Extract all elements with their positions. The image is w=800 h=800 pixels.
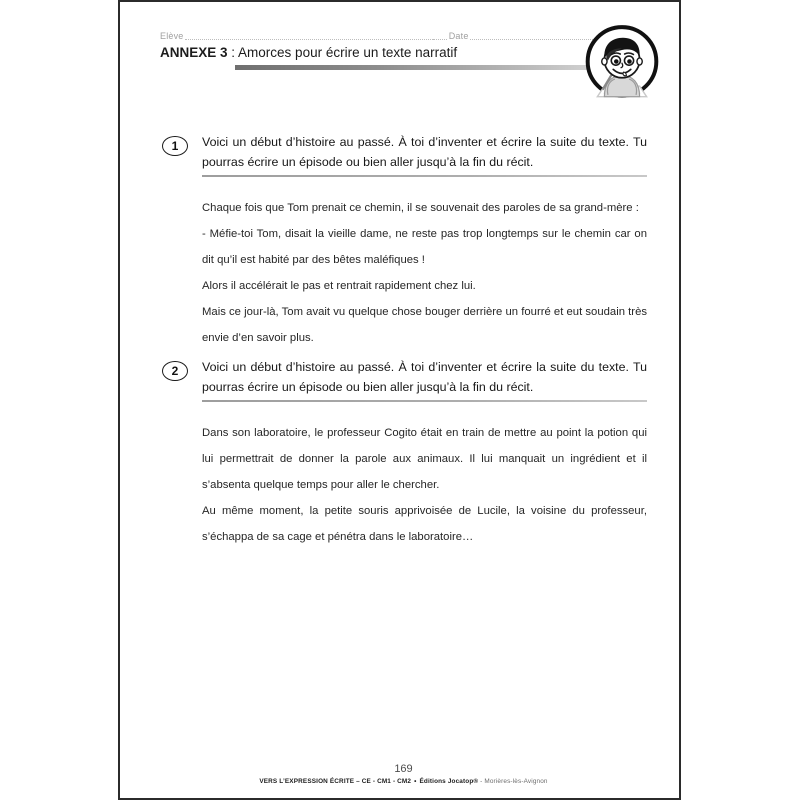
footer-credit-line [160, 777, 647, 786]
footer-publisher: Éditions Jocatop® [419, 778, 479, 785]
exercise-1-paragraph: Chaque fois que Tom prenait ce chemin, il se souvenait des paroles de sa grand-mère : [202, 202, 639, 214]
exercise-1-body [202, 195, 647, 351]
exercise-2-underline-rule [202, 400, 647, 402]
exercise-1-paragraph: Mais ce jour-là, Tom avait vu quelque chose bouger derrière un fourré et eut soudain très envie d’en savoir plus. [202, 306, 647, 344]
worksheet-page [118, 0, 681, 800]
exercise-1-instruction-wrap [202, 132, 647, 177]
exercise-1-paragraph: - Méfie-toi Tom, disait la vieille dame, ne reste pas trop longtemps sur le chemin car on dit qu’il est habité par des bêtes maléfiques ! [202, 228, 647, 266]
exercise-2-header [160, 357, 647, 402]
exercise-2-instruction: Voici un début d’histoire au passé. À toi d’inventer et écrire la suite du texte. Tu pourras écrire un épisode ou bien aller jusqu’à la fin du récit. [202, 360, 647, 394]
student-dotted-line [185, 36, 433, 40]
date-leading-dots [433, 36, 447, 40]
date-label: Date [448, 31, 469, 41]
exercise-1-paragraph: Alors il accélérait le pas et rentrait rapidement chez lui. [202, 280, 476, 292]
exercise-2-paragraph: Dans son laboratoire, le professeur Cogito était en train de mettre au point la potion qui lui permettrait de donner la parole aux animaux. Il lui manquait un ingrédient et il s’absenta quelque temps pour aller le chercher. [202, 427, 647, 491]
exercise-2-number-badge: 2 [162, 361, 188, 381]
page-number: 169 [394, 763, 413, 775]
student-label: Elève [160, 31, 184, 41]
exercise-1-header [160, 132, 647, 177]
footer-bullet: • [414, 778, 417, 785]
exercise-1-number-badge: 1 [162, 136, 188, 156]
annexe-prefix: ANNEXE 3 [160, 45, 228, 60]
page-content-area [160, 2, 647, 798]
exercise-1-instruction: Voici un début d’histoire au passé. À toi d’inventer et écrire la suite du texte. Tu pourras écrire un épisode ou bien aller jusqu’à la fin du récit. [202, 135, 647, 169]
schoolboy-writing-mascot-icon [578, 21, 666, 109]
exercise-2-instruction-wrap [202, 357, 647, 402]
exercise-1-underline-rule [202, 175, 647, 177]
title-text: Amorces pour écrire un texte narratif [238, 45, 458, 60]
exercise-2 [160, 357, 647, 550]
exercise-1 [160, 132, 647, 351]
title-separator: : [227, 45, 239, 60]
title-block [160, 44, 647, 70]
page-footer [160, 763, 647, 786]
exercise-2-body [202, 420, 647, 550]
footer-series: VERS L’EXPRESSION ÉCRITE – CE - CM1 - CM2 [259, 778, 412, 785]
student-date-line [160, 27, 647, 41]
student-field[interactable] [160, 31, 433, 41]
exercise-2-paragraph: Au même moment, la petite souris apprivoisée de Lucile, la voisine du professeur, s’échappa de sa cage et pénétra dans le laboratoire… [202, 505, 647, 543]
page-title [160, 44, 647, 61]
footer-city: - Morières-lès-Avignon [480, 778, 548, 785]
